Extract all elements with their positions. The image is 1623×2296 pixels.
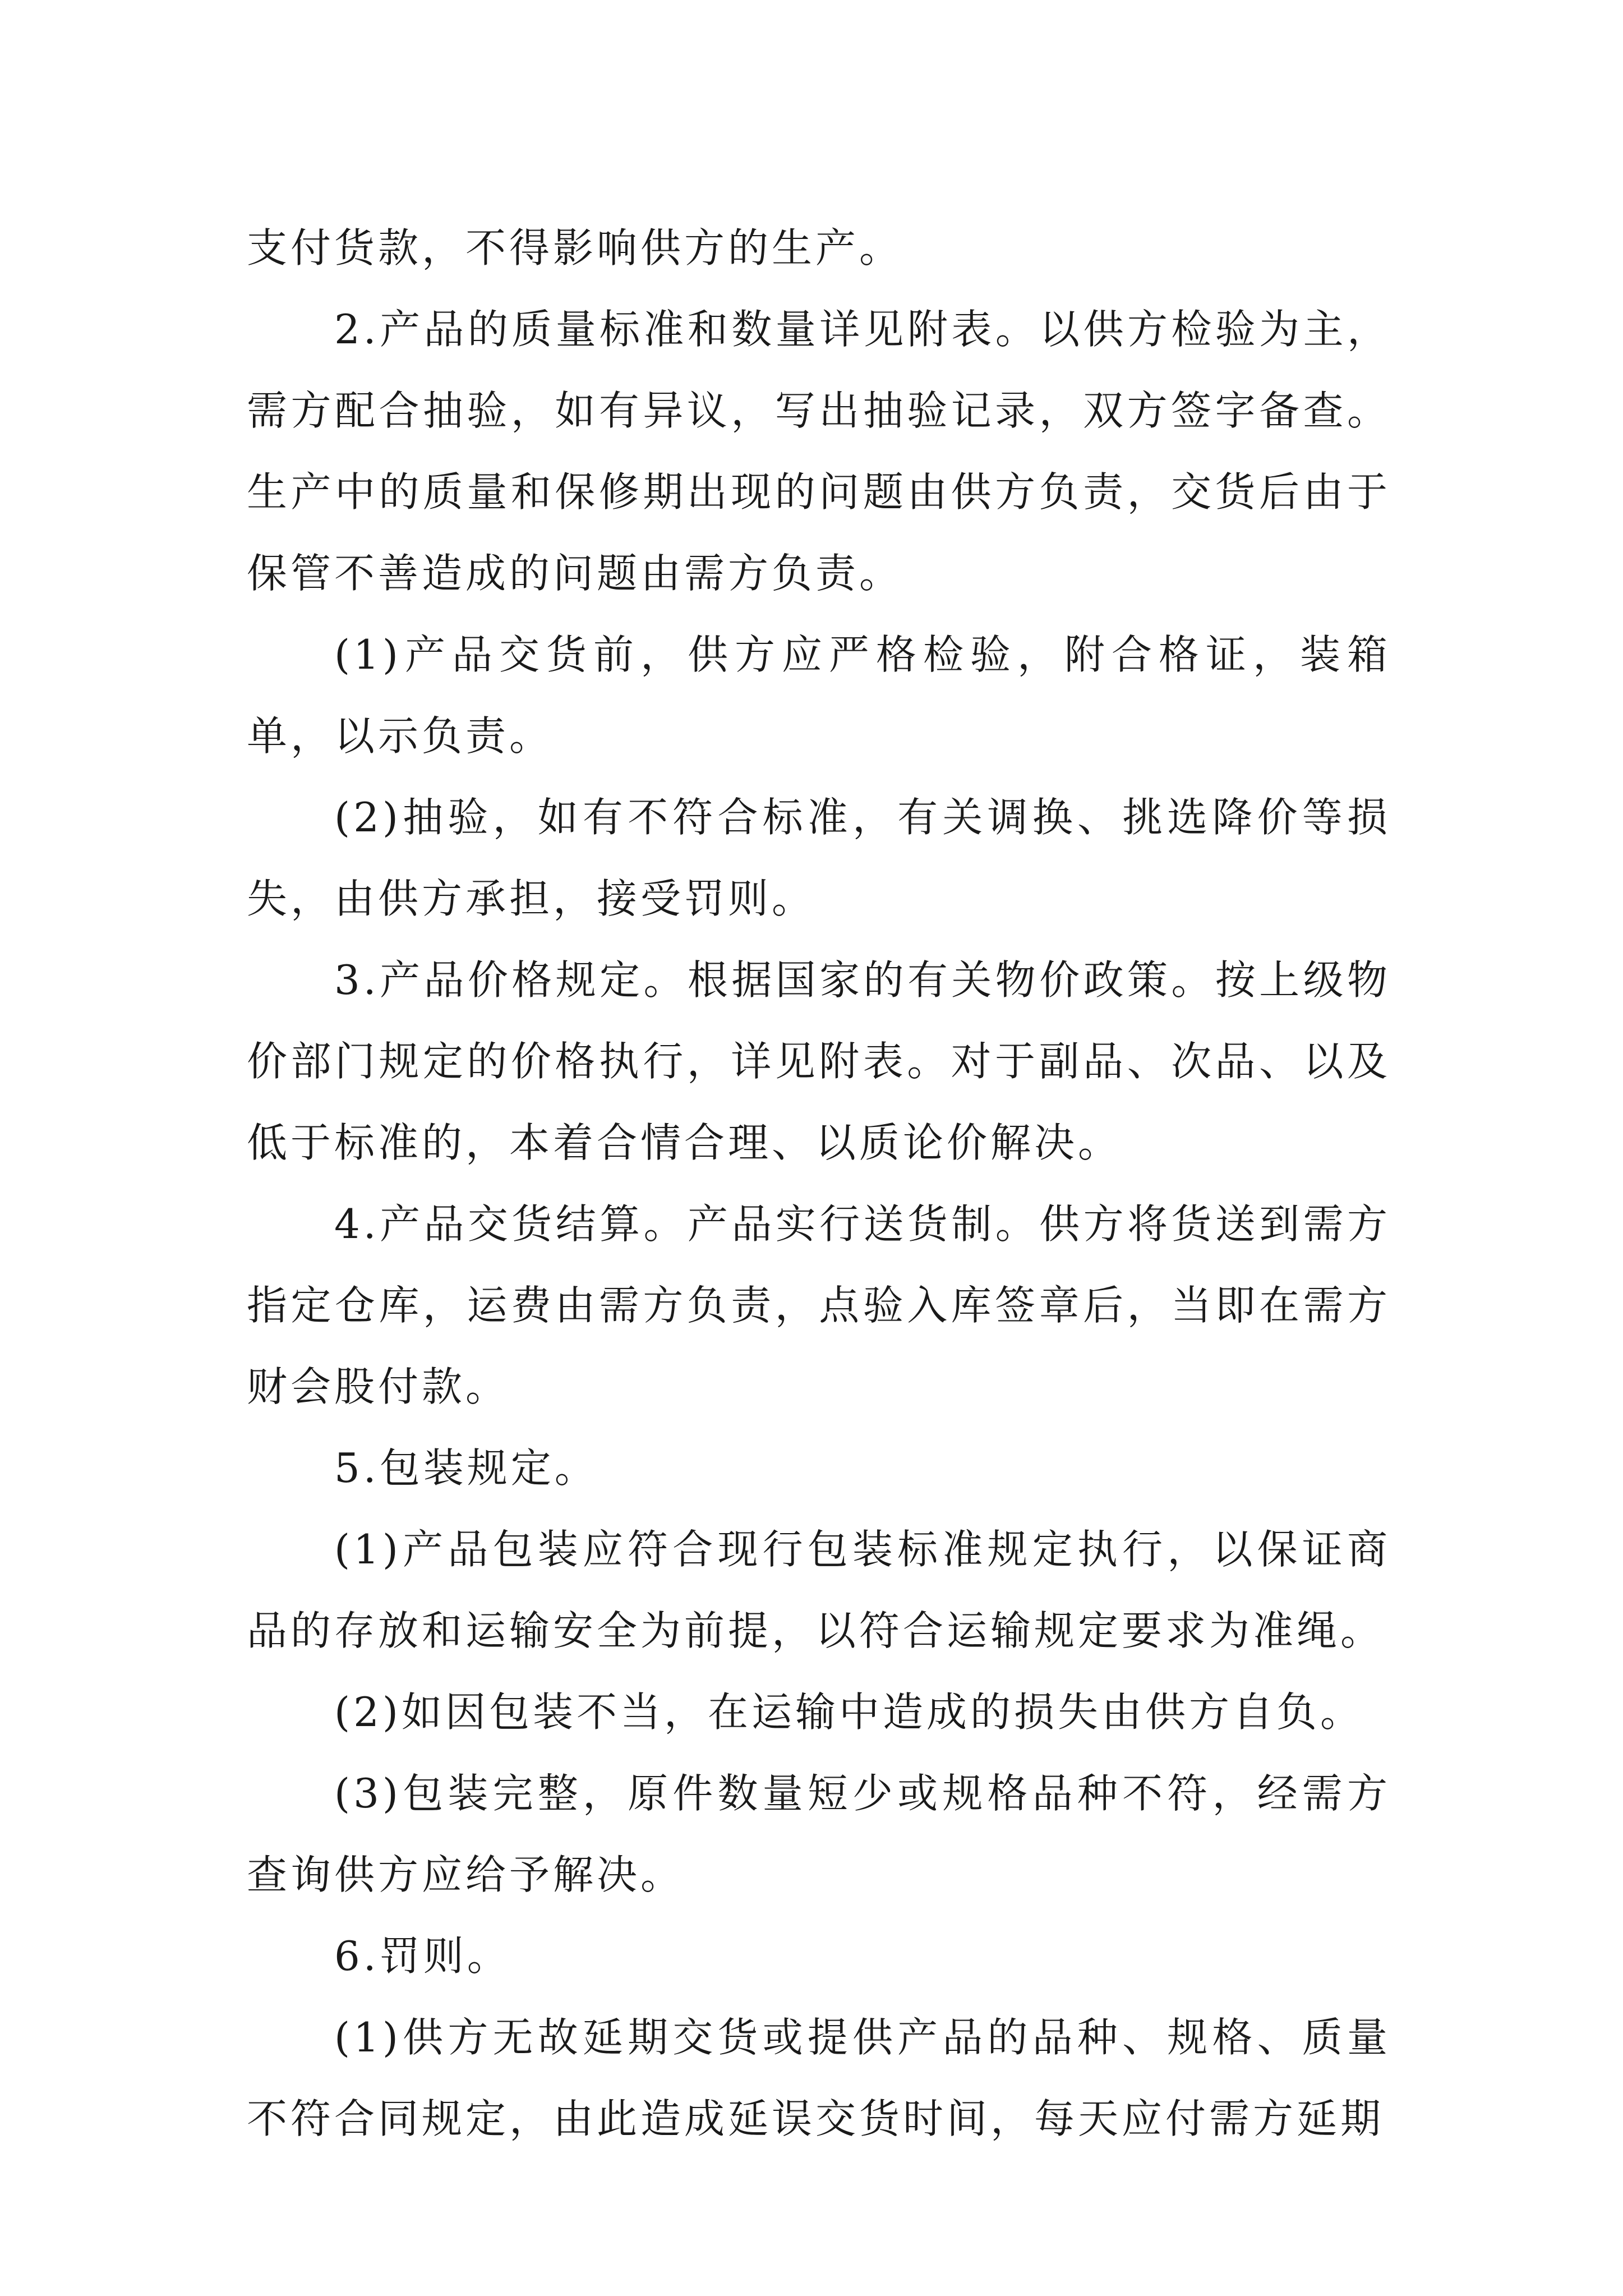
paragraph-delivery-settlement: 4.产品交货结算。产品实行送货制。供方将货送到需方指定仓库，运费由需方负责，点验入库签章后，当即在需方财会股付款。	[247, 1200, 1391, 1410]
paragraph-packaging-shortage: (3)包装完整，原件数量短少或规格品种不符，经需方查询供方应给予解决。	[247, 1770, 1391, 1898]
paragraph-quality-standards: 2.产品的质量标准和数量详见附表。以供方检验为主，需方配合抽验，如有异议，写出抽验记录，双方签字备查。生产中的质量和保修期出现的问题由供方负责，交货后由于保管不善造成的问题由需方负责。	[247, 306, 1391, 597]
paragraph-pre-delivery-inspection: (1)产品交货前，供方应严格检验，附合格证，装箱单，以示负责。	[247, 631, 1391, 760]
document-body	[247, 208, 1391, 2160]
paragraph-packaging-standard: (1)产品包装应符合现行包装标准规定执行，以保证商品的存放和运输安全为前提，以符合运输规定要求为准绳。	[247, 1526, 1391, 1654]
paragraph-late-delivery-penalty: (1)供方无故延期交货或提供产品的品种、规格、质量不符合同规定，由此造成延误交货时间，每天应付需方延期	[247, 2014, 1391, 2142]
paragraph-improper-packaging: (2)如因包装不当，在运输中造成的损失由供方自负。	[334, 1688, 1364, 1736]
paragraph-payment-continuation: 支付货款，不得影响供方的生产。	[247, 224, 903, 272]
paragraph-sampling-inspection: (2)抽验，如有不符合标准，有关调换、挑选降价等损失，由供方承担，接受罚则。	[247, 794, 1391, 922]
paragraph-price-rules: 3.产品价格规定。根据国家的有关物价政策。按上级物价部门规定的价格执行，详见附表。对于副品、次品、以及低于标准的，本着合情合理、以质论价解决。	[247, 956, 1391, 1166]
paragraph-penalties-heading: 6.罚则。	[334, 1932, 511, 1980]
paragraph-packaging-heading: 5.包装规定。	[334, 1444, 598, 1492]
